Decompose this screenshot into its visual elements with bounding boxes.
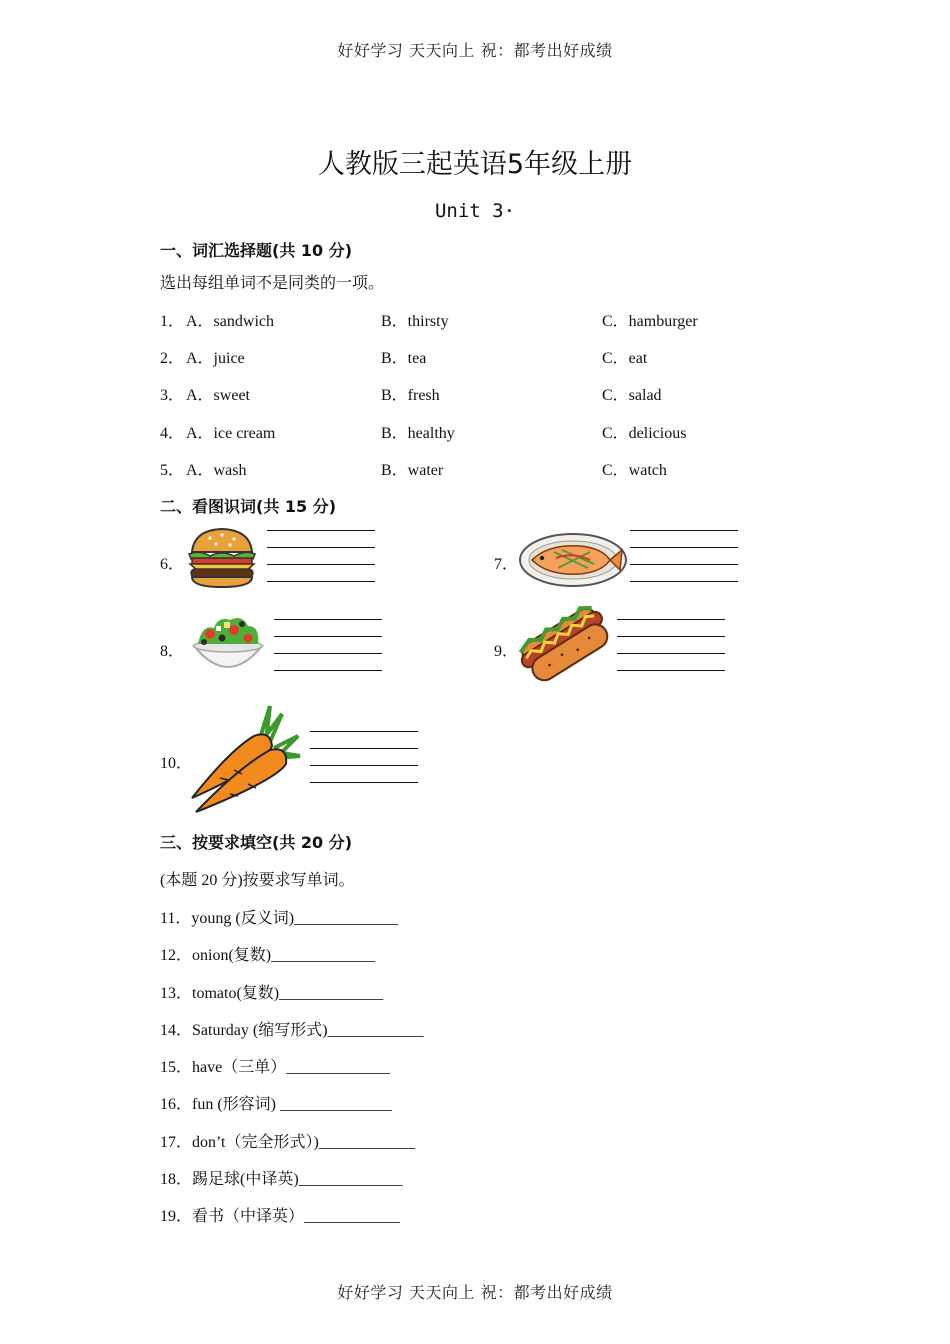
fill-question[interactable]: 17．don’t（完全形式）)____________ — [160, 1134, 415, 1151]
fill-question[interactable]: 13．tomato(复数)_____________ — [160, 985, 384, 1002]
question-number: 8． — [160, 643, 185, 660]
question-number: 6． — [160, 556, 185, 573]
option-c: C．eat — [602, 350, 648, 367]
page-subtitle: Unit 3· — [434, 200, 516, 222]
answer-blanks[interactable] — [267, 530, 375, 598]
section-1-heading: 一、词汇选择题(共 10 分) — [160, 241, 353, 260]
option-c: C．watch — [602, 462, 667, 479]
fill-question[interactable]: 14．Saturday (缩写形式)____________ — [160, 1022, 424, 1039]
answer-blanks[interactable] — [310, 731, 418, 799]
salad-bowl-icon — [190, 610, 266, 682]
fill-question[interactable]: 18．踢足球(中译英)_____________ — [160, 1171, 403, 1188]
question-number: 3． — [160, 387, 185, 404]
answer-blanks[interactable] — [617, 619, 725, 687]
option-b: B．water — [381, 462, 444, 479]
option-a: A．juice — [186, 350, 245, 367]
question-number: 2． — [160, 350, 185, 367]
fish-plate-icon — [518, 532, 628, 588]
fill-question[interactable]: 19．看书（中译英）____________ — [160, 1208, 401, 1225]
option-b: B．healthy — [381, 425, 455, 442]
fill-question[interactable]: 11．young (反义词)_____________ — [160, 910, 399, 927]
section-3-instruction: (本题 20 分)按要求写单词。 — [160, 872, 355, 889]
fill-question[interactable]: 16．fun (形容词) ______________ — [160, 1096, 392, 1113]
hamburger-icon — [186, 526, 258, 590]
section-2-heading: 二、看图识词(共 15 分) — [160, 497, 337, 516]
fill-question[interactable]: 12．onion(复数)_____________ — [160, 947, 376, 964]
answer-blanks[interactable] — [274, 619, 382, 687]
option-b: B．fresh — [381, 387, 440, 404]
question-number: 9． — [494, 643, 519, 660]
option-b: B．tea — [381, 350, 427, 367]
question-number: 1． — [160, 313, 185, 330]
question-number: 7． — [494, 556, 519, 573]
carrots-icon — [190, 700, 304, 814]
page-header: 好好学习 天天向上 祝：都考出好成绩 — [337, 41, 613, 60]
section-1-instruction: 选出每组单词不是同类的一项。 — [160, 275, 385, 292]
option-a: A．ice cream — [186, 425, 276, 442]
option-c: C．hamburger — [602, 313, 698, 330]
answer-blanks[interactable] — [630, 530, 738, 598]
question-number: 10． — [160, 755, 193, 772]
option-a: A．wash — [186, 462, 247, 479]
fill-question[interactable]: 15．have（三单）_____________ — [160, 1059, 391, 1076]
option-a: A．sandwich — [186, 313, 274, 330]
option-a: A．sweet — [186, 387, 250, 404]
question-number: 4． — [160, 425, 185, 442]
option-c: C．salad — [602, 387, 662, 404]
page-title: 人教版三起英语5年级上册 — [317, 149, 633, 180]
option-b: B．thirsty — [381, 313, 449, 330]
hotdog-icon — [516, 602, 612, 684]
section-3-heading: 三、按要求填空(共 20 分) — [160, 833, 353, 852]
page-footer: 好好学习 天天向上 祝：都考出好成绩 — [337, 1283, 613, 1302]
option-c: C．delicious — [602, 425, 687, 442]
question-number: 5． — [160, 462, 185, 479]
